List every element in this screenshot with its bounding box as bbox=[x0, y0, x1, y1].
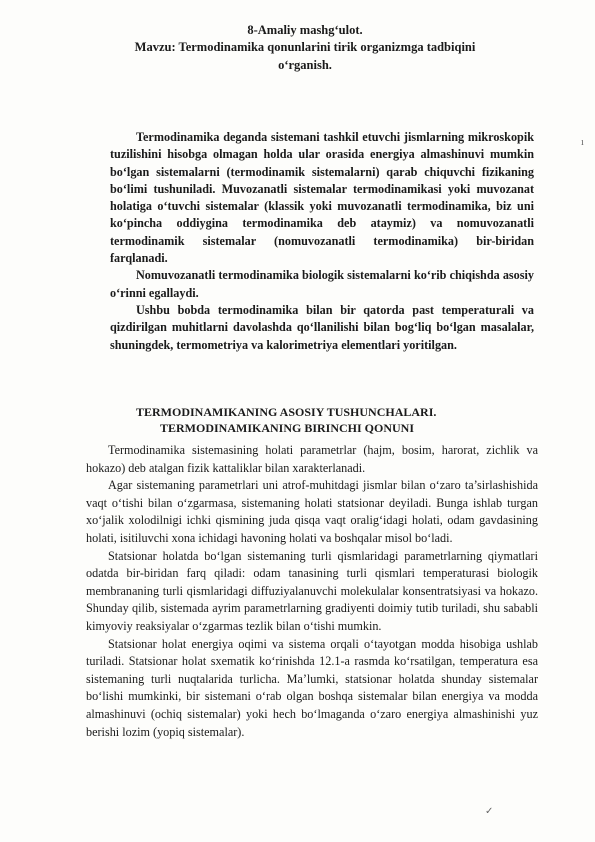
intro-paragraph: Termodinamika deganda sistemani tashkil etuvchi jismlarning mikroskopik tuzilishini hisobga olmagan holda ular orasida energiya almashinuvi mumkin bo‘lgan sistemalarni (termodinamik sistemalarni) qarab chiquvchi fizikaning bo‘limi tushuniladi. Muvozanatli sistemalar termodinamikasi yoki muvozanat holatiga o‘tuvchi sistemalar (klassik yoki muvozanatli termodinamika, biz uni ko‘pincha oddiygina termodinamika deb ataymiz) va nomuvozanatli termodinamik sistemalar (nomuvozanatli termodinamika) bir-biridan farqlanadi. bbox=[110, 130, 534, 266]
margin-mark: ı bbox=[581, 137, 584, 148]
body-paragraph: Statsionar holatda bo‘lgan sistemaning turli qismlaridagi parametrlarning qiymatlari odatda bir-biridan farq qiladi: odam tanasining turli qismlari temperaturasi biologik membrananing turli qismlaridagi diffuziyalanuvchi molekulalar konsentratsiyasi va hokazo. Shunday qilib, sistemada ayrim parametrlarning gradiyenti doimiy tutib turiladi, shu sababli kimyoviy reaksiyalar o‘zgarmas tezlik bilan o‘tishi mumkin. bbox=[86, 548, 538, 633]
intro-block bbox=[110, 129, 534, 354]
intro-paragraph: Nomuvozanatli termodinamika biologik sistemalarni ko‘rib chiqishda asosiy o‘rinni egallaydi. bbox=[110, 268, 534, 300]
section-title-2: TERMODINAMIKANING BIRINCHI QONUNI bbox=[160, 421, 415, 435]
check-mark: ✓ bbox=[485, 806, 494, 817]
topic-title: Mavzu: Termodinamika qonunlarini tirik organizmga tadbiqini bbox=[134, 40, 476, 54]
topic-title-continuation: o‘rganish. bbox=[278, 58, 332, 72]
body-paragraph: Statsionar holat energiya oqimi va sistema orqali o‘tayotgan modda hisobiga ushlab turiladi. Statsionar holat sxematik ko‘rinishda 12.1-a rasmda ko‘rsatilgan, temperatura esa sistemaning turli nuqtalarida turlicha. Ma’lumki, statsionar holatda shunday sistemalar bo‘lishi mumkinki, bir sistemani o‘rab olgan boshqa sistemalar bilan energiya va modda almashinuvi (ochiq sistemalar) yoki hech bo‘lmaganda o‘zaro energiya almashinishi yuz berishi lozim (yopiq sistemalar). bbox=[86, 636, 538, 739]
body-paragraph: Termodinamika sistemasining holati parametrlar (hajm, bosim, harorat, zichlik va hokazo) deb atalgan fizik kattaliklar bilan xarakterlanadi. bbox=[86, 443, 538, 475]
body-text bbox=[86, 442, 538, 741]
intro-paragraph: Ushbu bobda termodinamika bilan bir qatorda past temperaturali va qizdirilgan muhitlarni davolashda qo‘llanilishi bilan bog‘liq bo‘lgan masalalar, shuningdek, termometriya va kalorimetriya elementlari yoritilgan. bbox=[110, 302, 534, 352]
section-title-1: TERMODINAMIKANING ASOSIY TUSHUNCHALARI. bbox=[136, 405, 437, 419]
practice-number: 8-Amaliy mashg‘ulot. bbox=[247, 23, 363, 37]
body-paragraph: Agar sistemaning parametrlari uni atrof-muhitdagi jismlar bilan o‘zaro ta’sirlashishida vaqt o‘tishi bilan o‘zgarmasa, sistemaning holati statsionar deyiladi. Bunga ishlab turgan xo‘jalik xolodilnigi ichki qismining juda qisqa vaqt oralig‘idagi holati, odam gavdasining holati, isitiluvchi xona ichidagi havoning holati va boshqalar misol bo‘ladi. bbox=[86, 478, 538, 545]
